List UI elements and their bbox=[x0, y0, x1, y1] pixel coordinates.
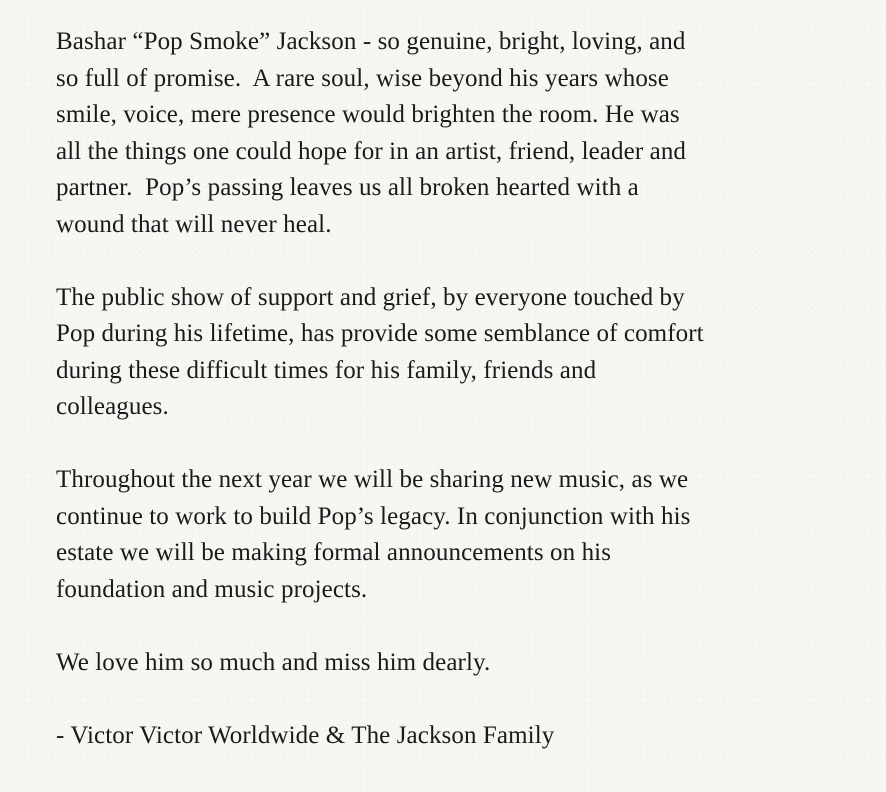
signature bbox=[56, 718, 866, 755]
paragraph-love bbox=[56, 645, 866, 682]
paragraph-line: so full of promise. A rare soul, wise beyond his years whose bbox=[56, 64, 669, 92]
paragraph-line: estate we will be making formal announcements on his bbox=[56, 539, 612, 566]
paragraph-line: Bashar “Pop Smoke” Jackson - so genuine, bright, loving, and bbox=[56, 28, 686, 55]
paragraph-spacer bbox=[56, 426, 866, 463]
paragraph-line: all the things one could hope for in an artist, friend, leader and bbox=[56, 137, 687, 165]
paragraph-support bbox=[56, 280, 866, 426]
paragraph-line: The public show of support and grief, by everyone touched by bbox=[56, 283, 685, 311]
paragraph-legacy bbox=[56, 462, 866, 608]
paragraph-tribute bbox=[56, 24, 866, 243]
paragraph-line: smile, voice, mere presence would brighten the room. He was bbox=[56, 101, 680, 128]
paragraph-line: partner. Pop’s passing leaves us all broken hearted with a bbox=[56, 174, 639, 201]
paragraph-line: We love him so much and miss him dearly. bbox=[56, 648, 491, 676]
paragraph-line: colleagues. bbox=[56, 393, 169, 420]
paragraph-line: during these difficult times for his family, friends and bbox=[56, 356, 597, 384]
paragraph-line: wound that will never heal. bbox=[56, 210, 332, 238]
signature-line: - Victor Victor Worldwide & The Jackson Family bbox=[56, 721, 555, 749]
paragraph-spacer bbox=[56, 681, 866, 718]
paragraph-line: continue to work to build Pop’s legacy. In conjunction with his bbox=[56, 502, 691, 530]
paragraph-spacer bbox=[56, 243, 866, 280]
paragraph-line: Pop during his lifetime, has provide some semblance of comfort bbox=[56, 320, 704, 347]
paragraph-line: Throughout the next year we will be sharing new music, as we bbox=[56, 466, 689, 493]
paragraph-spacer bbox=[56, 608, 866, 645]
paragraph-line: foundation and music projects. bbox=[56, 575, 368, 603]
